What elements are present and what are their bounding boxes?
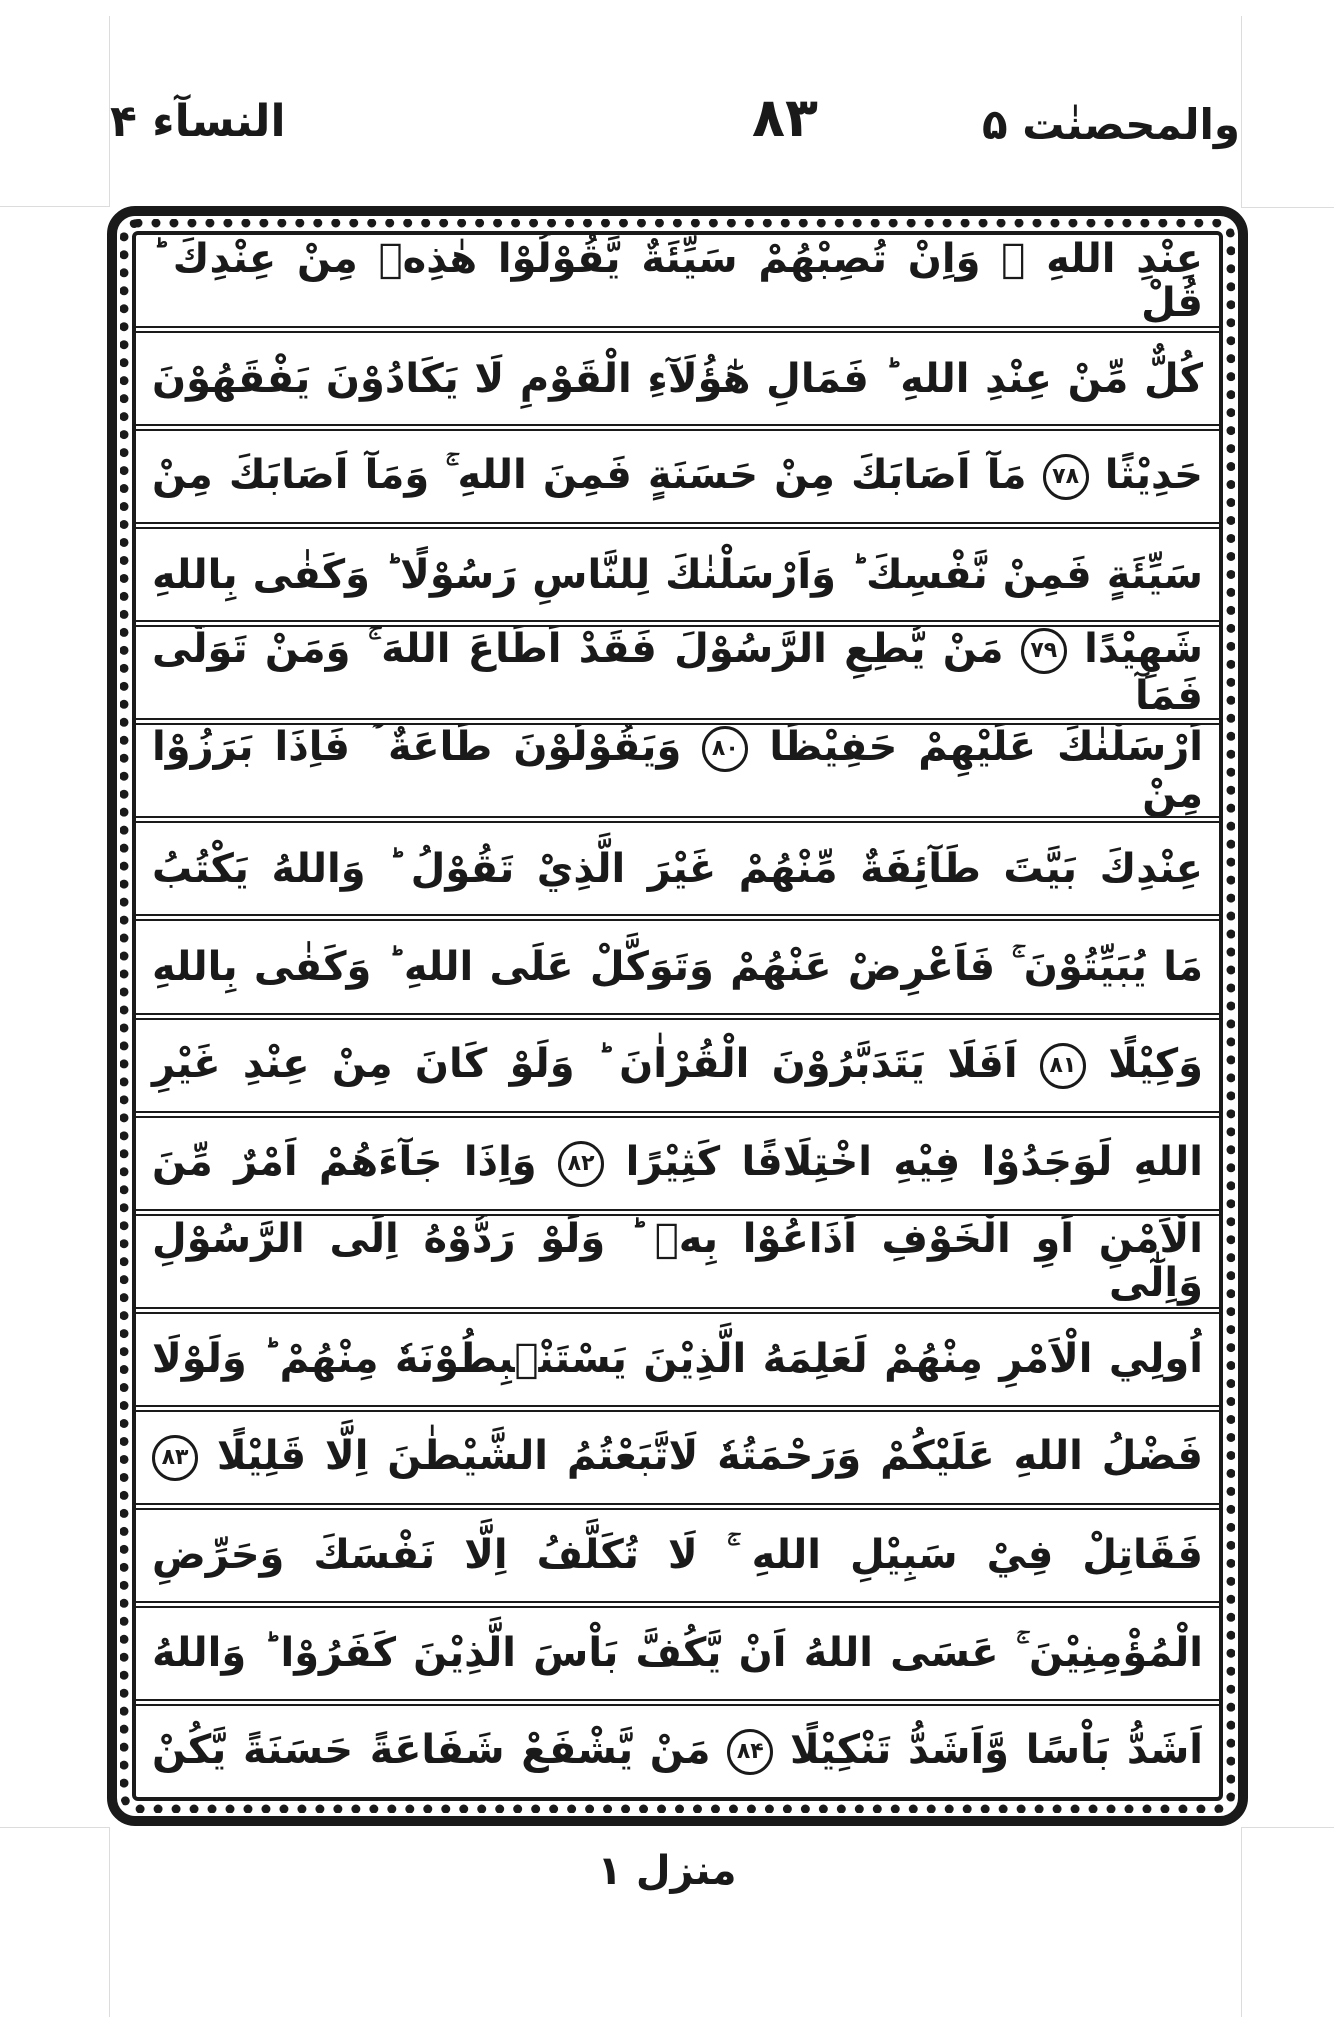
quran-line-text <box>152 1631 1203 1675</box>
page-number: ۸۳ <box>752 86 818 149</box>
scan-guide-line <box>1241 207 1334 208</box>
ayah-text-segment: وَكِيْلًا <box>1108 1040 1204 1087</box>
ayah-text-segment: عِنْدِكَ بَيَّتَ طَآئِفَةٌ مِّنْهُمْ غَيْرَ الَّذِيْ تَقُوْلُ ؕ وَاللهُ يَكْتُبُ <box>152 845 1203 892</box>
quran-text-block <box>132 231 1223 1801</box>
ayah-text-segment: كُلٌّ مِّنْ عِنْدِ اللهِ ؕ فَمَالِ هٰٓؤُلَآءِ الْقَوْمِ لَا يَكَادُوْنَ يَفْقَهُوْنَ <box>152 355 1203 402</box>
quran-line-text <box>152 627 1203 718</box>
ayah-number-badge: ۷۹ <box>1021 628 1067 674</box>
ayah-number-badge: ۸۰ <box>702 726 748 772</box>
quran-text-line <box>136 333 1219 431</box>
quran-line-text <box>152 357 1203 401</box>
quran-text-line <box>136 725 1219 823</box>
ayah-text-segment: عِنْدِ اللهِ ۚ وَاِنْ تُصِبْهُمْ سَيِّئَةٌ يَّقُوْلُوْا هٰذِهٖ مِنْ عِنْدِكَ ؕ قُلْ <box>152 235 1203 326</box>
quran-line-text <box>152 1337 1203 1381</box>
scan-guide-line <box>0 206 110 207</box>
quran-text-line <box>136 431 1219 529</box>
scan-guide-line <box>1241 1827 1334 1828</box>
quran-line-text <box>152 945 1203 989</box>
ayah-number-badge: ۸۱ <box>1040 1043 1086 1089</box>
quran-text-line <box>136 1118 1219 1216</box>
quran-line-text <box>152 1728 1203 1775</box>
quran-line-text <box>152 1434 1203 1481</box>
ayah-text-segment: فَقَاتِلْ فِيْ سَبِيْلِ اللهِ ۚ لَا تُكَلَّفُ اِلَّا نَفْسَكَ وَحَرِّضِ <box>152 1532 1203 1579</box>
quran-line-text <box>152 847 1203 891</box>
quran-text-line <box>136 823 1219 921</box>
ayah-text-segment: الْمُؤْمِنِيْنَ ۚ عَسَى اللهُ اَنْ يَّكُفَّ بَاْسَ الَّذِيْنَ كَفَرُوْا ؕ وَاللهُ <box>152 1630 1203 1677</box>
ayah-text-segment: مَا يُبَيِّتُوْنَ ۚ فَاَعْرِضْ عَنْهُمْ وَتَوَكَّلْ عَلَى اللهِ ؕ وَكَفٰى بِاللهِ <box>152 943 1203 990</box>
quran-text-line <box>136 1314 1219 1412</box>
ayah-text-segment: وَاِذَا جَآءَهُمْ اَمْرٌ مِّنَ <box>152 1138 537 1185</box>
quran-text-line <box>136 1510 1219 1608</box>
scan-guide-line <box>1241 1827 1242 2017</box>
quran-text-line <box>136 1412 1219 1510</box>
ayah-text-segment: اَفَلَا يَتَدَبَّرُوْنَ الْقُرْاٰنَ ؕ وَلَوْ كَانَ مِنْ عِنْدِ غَيْرِ <box>152 1040 1018 1087</box>
quran-text-line <box>136 1020 1219 1118</box>
quran-line-text <box>152 553 1203 597</box>
quran-text-line <box>136 235 1219 333</box>
scan-guide-line <box>1241 16 1242 207</box>
quran-line-text <box>152 725 1203 816</box>
ayah-text-segment: اللهِ لَوَجَدُوْا فِيْهِ اخْتِلَافًا كَثِيْرًا <box>625 1138 1203 1185</box>
quran-text-line <box>136 921 1219 1019</box>
ayah-number-badge: ۷۸ <box>1043 454 1089 500</box>
juz-name-label: والمحصنٰت ۵ <box>982 100 1240 149</box>
quran-line-text <box>152 1042 1203 1089</box>
quran-line-text <box>152 1217 1203 1305</box>
scan-guide-line <box>109 1827 110 2017</box>
ayah-text-segment: الْاَمْنِ اَوِ الْخَوْفِ اَذَاعُوْا بِهٖ ؕ وَلَوْ رَدُّوْهُ اِلَى الرَّسُوْلِ وَاِلٰٓى <box>152 1216 1203 1307</box>
quran-line-text <box>152 453 1203 500</box>
ayah-text-segment: حَدِيْثًا <box>1104 452 1203 499</box>
ayah-number-badge: ۸۴ <box>727 1729 773 1775</box>
ayah-text-segment: شَهِيْدًا <box>1084 627 1203 673</box>
ayah-text-segment: مَنْ يُّطِعِ الرَّسُوْلَ فَقَدْ اَطَاعَ اللهَ ۚ وَمَنْ تَوَلّٰى فَمَآ <box>152 627 1203 720</box>
manzil-label: منزل ۱ <box>597 1848 737 1894</box>
scallop-border-band <box>120 219 1235 1813</box>
ayah-text-segment: اَرْسَلْنٰكَ عَلَيْهِمْ حَفِيْظًا <box>769 725 1204 771</box>
ayah-text-segment: مَنْ يَّشْفَعْ شَفَاعَةً حَسَنَةً يَّكُنْ <box>152 1726 711 1773</box>
ayah-number-badge: ۸۳ <box>152 1435 198 1481</box>
quran-text-line <box>136 529 1219 627</box>
quran-text-line <box>136 1608 1219 1706</box>
quran-line-text <box>152 237 1203 325</box>
ayah-text-segment: اَشَدُّ بَاْسًا وَّاَشَدُّ تَنْكِيْلًا <box>790 1726 1203 1773</box>
surah-title-label: النسآء ۴ <box>110 96 286 147</box>
ayah-text-segment: فَضْلُ اللهِ عَلَيْكُمْ وَرَحْمَتُهٗ لَاتَّبَعْتُمُ الشَّيْطٰنَ اِلَّا قَلِيْلًا <box>216 1432 1203 1479</box>
scan-guide-line <box>0 1827 110 1828</box>
ayah-text-segment: سَيِّئَةٍ فَمِنْ نَّفْسِكَ ؕ وَاَرْسَلْنٰكَ لِلنَّاسِ رَسُوْلًا ؕ وَكَفٰى بِاللهِ <box>152 551 1203 598</box>
quran-text-line <box>136 1706 1219 1797</box>
decorative-border-frame <box>107 206 1248 1826</box>
ayah-text-segment: مَآ اَصَابَكَ مِنْ حَسَنَةٍ فَمِنَ اللهِ ۚ وَمَآ اَصَابَكَ مِنْ <box>152 452 1027 499</box>
ayah-text-segment: اُولِي الْاَمْرِ مِنْهُمْ لَعَلِمَهُ الَّذِيْنَ يَسْتَنْۢبِطُوْنَهٗ مِنْهُمْ ؕ وَلَوْلَا <box>152 1336 1203 1383</box>
ayah-text-segment: وَيَقُوْلُوْنَ طَاعَةٌ ۡ فَاِذَا بَرَزُوْا مِنْ <box>152 725 1203 818</box>
quran-text-line <box>136 627 1219 725</box>
quran-line-text <box>152 1533 1203 1577</box>
quran-text-line <box>136 1216 1219 1314</box>
quran-line-text <box>152 1140 1203 1187</box>
ayah-number-badge: ۸۲ <box>558 1141 604 1187</box>
